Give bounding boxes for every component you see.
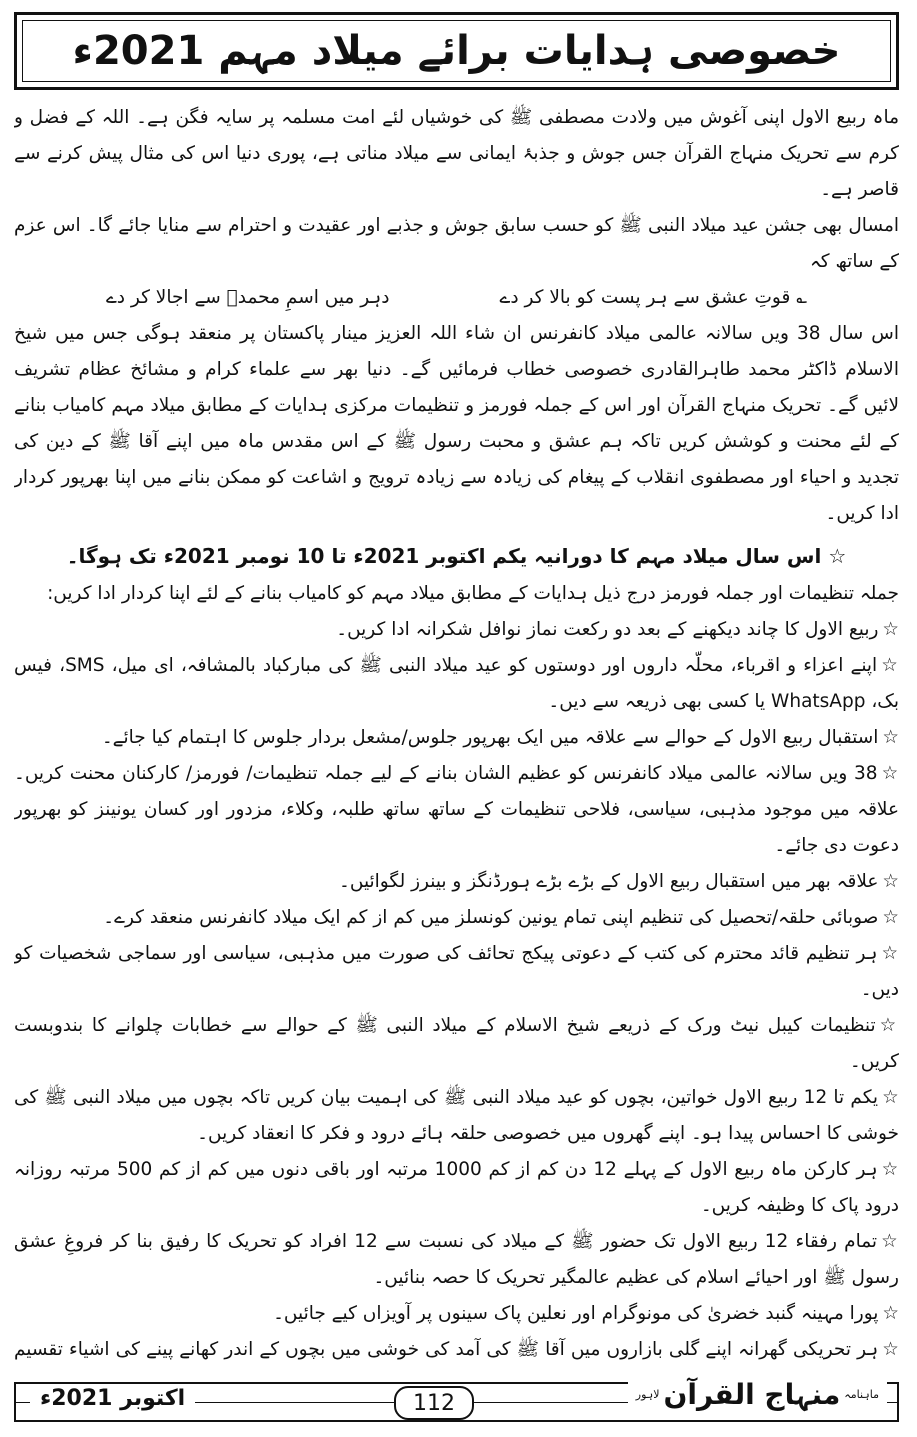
- page-number: 112: [394, 1386, 474, 1420]
- page-title: خصوصی ہدایات برائے میلاد مہم 2021ء: [72, 28, 841, 74]
- intro-paragraph-1: ماہ ربیع الاول اپنی آغوش میں ولادت مصطفی ﷺ کی خوشیاں لئے امت مسلمہ پر سایہ فگن ہے۔ اللہ کے فضل و کرم سے تحریک منہاج القرآن جس جوش و جذبۂ ایمانی سے میلاد مناتی ہے، پوری دنیا اس کی مثال پیش کرنے سے قاصر ہے۔: [14, 107, 899, 200]
- instruction-item: ☆صوبائی حلقہ/تحصیل کی تنظیم اپنی تمام یونین کونسلز میں کم از کم ایک میلاد کانفرنس منعقد کرے۔: [103, 907, 899, 928]
- star-icon: ☆: [881, 763, 899, 784]
- star-icon: ☆: [882, 907, 899, 928]
- star-icon: ☆: [882, 1087, 899, 1108]
- title-box: [14, 12, 899, 90]
- article-body: [14, 100, 899, 1370]
- instruction-item: ☆علاقہ بھر میں استقبال ربیع الاول کے بڑے بڑے ہورڈنگز و بینرز لگوائیں۔: [339, 871, 899, 892]
- page-footer: [14, 1378, 899, 1422]
- instruction-item: ☆پورا مہینہ گنبد خضریٰ کی مونوگرام اور نعلین پاک سینوں پر آویزاں کیے جائیں۔: [273, 1303, 899, 1324]
- campaign-duration: ☆ اس سال میلاد مہم کا دورانیہ یکم اکتوبر 2021ء تا 10 نومبر 2021ء تک ہوگا۔: [66, 544, 847, 568]
- instruction-item: ☆اپنے اعزاء و اقرباء، محلّہ داروں اور دوستوں کو عید میلاد النبی ﷺ کی مبارکباد بالمشافہ، ای میل، SMS، فیس بک، WhatsApp یا کسی بھی ذریعہ سے دیں۔: [14, 655, 899, 712]
- instructions-lead: جملہ تنظیمات اور جملہ فورمز درج ذیل ہدایات کے مطابق میلاد مہم کو کامیاب بنانے کے لئے اپنا کردار ادا کریں:: [47, 583, 899, 604]
- magazine-masthead: [628, 1378, 887, 1411]
- star-icon: ☆: [881, 943, 899, 964]
- instruction-item: ☆تنظیمات کیبل نیٹ ورک کے ذریعے شیخ الاسلام کے میلاد النبی ﷺ کے حوالے سے خطابات چلوانے کا بندوبست کریں۔: [14, 1015, 899, 1072]
- star-icon: ☆: [881, 1231, 899, 1252]
- magazine-name: منہاج القرآن: [663, 1378, 841, 1411]
- magazine-city: لاہور: [635, 1388, 660, 1401]
- star-icon: ☆: [879, 1015, 899, 1036]
- instruction-item: ☆ہر تنظیم قائد محترم کی کتب کے دعوتی پیکج تحائف کی صورت میں مذہبی، سیاسی اور سماجی شخصیات کو دیں۔: [14, 943, 899, 1000]
- star-icon: ☆: [882, 727, 899, 748]
- magazine-prefix: ماہنامہ: [844, 1388, 879, 1401]
- instruction-item: ☆یکم تا 12 ربیع الاول خواتین، بچوں کو عید میلاد النبی ﷺ کی اہمیت بیان کریں تاکہ بچوں میں میلاد النبی ﷺ کی خوشی کا احساس پیدا ہو۔ اپنے گھروں میں خصوصی حلقہ ہائے درود و فکر کا انعقاد کریں۔: [14, 1087, 899, 1144]
- star-icon: ☆: [882, 1303, 899, 1324]
- star-icon: ☆: [882, 871, 899, 892]
- star-icon: ☆: [881, 655, 899, 676]
- instruction-item: ☆ہر کارکن ماہ ربیع الاول کے پہلے 12 دن کم از کم 1000 مرتبہ اور باقی دنوں میں کم از کم 500 مرتبہ روزانہ درود پاک کا وظیفہ کریں۔: [14, 1159, 899, 1216]
- instruction-item: ☆استقبال ربیع الاول کے حوالے سے علاقہ میں ایک بھرپور جلوس/مشعل بردار جلوس کا اہتمام کیا جائے۔: [101, 727, 899, 748]
- poetry-couplet: [14, 280, 899, 316]
- instruction-item: ☆تمام رفقاء 12 ربیع الاول تک حضور ﷺ کے میلاد کی نسبت سے 12 افراد کو تحریک کا رفیق بنا کر فروغِ عشق رسول ﷺ اور احیائے اسلام کی عظیم عالمگیر تحریک کا حصہ بنائیں۔: [14, 1231, 899, 1288]
- instruction-item: ☆ربیع الاول کا چاند دیکھنے کے بعد دو رکعت نماز نوافل شکرانہ ادا کریں۔: [336, 619, 899, 640]
- instruction-item: ☆ہر تحریکی گھرانہ اپنے گلی بازاروں میں آقا ﷺ کی آمد کی خوشی میں بچوں کے اندر کھانے پینے کی اشیاء تقسیم: [14, 1339, 899, 1360]
- title-inner-frame: [22, 20, 891, 82]
- star-icon: ☆: [882, 619, 899, 640]
- conference-paragraph: اس سال 38 ویں سالانہ عالمی میلاد کانفرنس ان شاء اللہ العزیز مینار پاکستان پر منعقد ہوگی جس میں شیخ الاسلام ڈاکٹر محمد طاہرالقادری خصوصی خطاب فرمائیں گے۔ دنیا بھر سے علماء کرام و مشائخ عظام تشریف لائیں گے۔ تحریک منہاج القرآن اور اس کے جملہ فورمز و تنظیمات مرکزی ہدایات کے مطابق میلاد مہم کامیاب بنانے کے لئے محنت و کوشش کریں تاکہ ہم عشق و محبت رسول ﷺ کے اس مقدس ماہ میں اپنے آقا ﷺ کے دین کی تجدید و احیاء اور مصطفوی انقلاب کے پیغام کی زیادہ سے زیادہ ترویج و اشاعت کو ممکن بنانے میں اپنا بھرپور کردار ادا کریں۔: [14, 323, 899, 524]
- couplet-line-2: دہر میں اسمِ محمدؐ سے اجالا کر دے: [105, 287, 390, 308]
- issue-date: اکتوبر 2021ء: [30, 1386, 195, 1411]
- star-icon: ☆: [881, 1159, 899, 1180]
- couplet-line-1: ؎ قوتِ عشق سے ہر پست کو بالا کر دے: [499, 287, 808, 308]
- intro-paragraph-2: امسال بھی جشن عید میلاد النبی ﷺ کو حسب سابق جوش و جذبے اور عقیدت و احترام سے منایا جائے گا۔ اس عزم کے ساتھ کہ: [14, 215, 899, 272]
- instruction-item: ☆38 ویں سالانہ عالمی میلاد کانفرنس کو عظیم الشان بنانے کے لیے جملہ تنظیمات/ فورمز/ کارکنان محنت کریں۔ علاقہ میں موجود مذہبی، سیاسی، فلاحی تنظیمات کے ساتھ ساتھ طلبہ، وکلاء، مزدور اور کسان یونینز کو بھرپور دعوت دی جائے۔: [14, 763, 899, 856]
- star-icon: ☆: [882, 1339, 899, 1360]
